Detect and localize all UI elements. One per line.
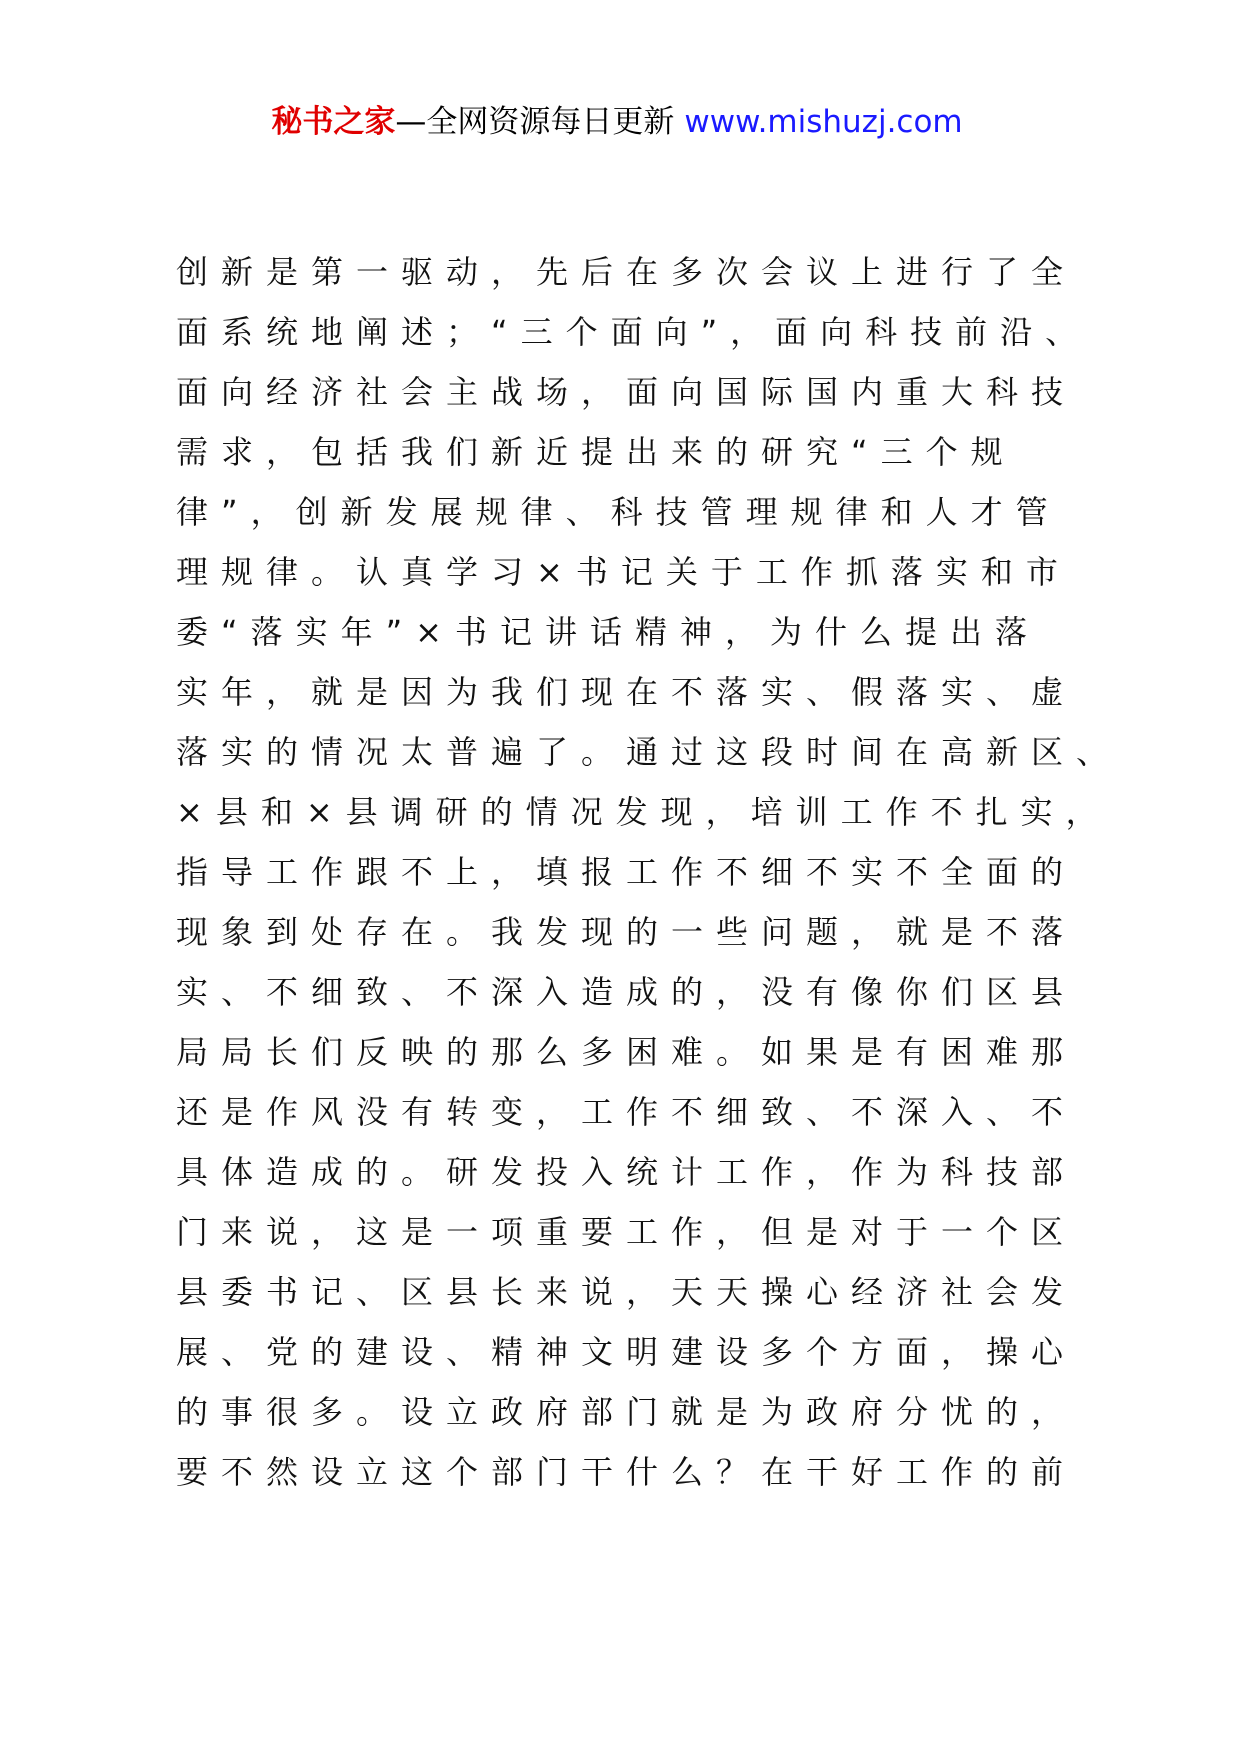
text-line: 面向经济社会主战场，面向国际国内重大科技 (176, 373, 1077, 411)
text-line: 委“落实年”×书记讲话精神，为什么提出落 (176, 613, 1040, 651)
text-line: 还是作风没有转变，工作不细致、不深入、不 (176, 1093, 1077, 1131)
text-line: 现象到处存在。我发现的一些问题，就是不落 (176, 913, 1077, 951)
text-line: 指导工作跟不上，填报工作不细不实不全面的 (176, 853, 1077, 891)
text-line: 的事很多。设立政府部门就是为政府分忧的， (176, 1393, 1077, 1431)
page-header (0, 100, 1234, 144)
brand-name: 秘书之家 (271, 104, 396, 140)
text-line: 展、党的建设、精神文明建设多个方面，操心 (176, 1333, 1077, 1371)
text-line: 局局长们反映的那么多困难。如果是有困难那 (176, 1033, 1077, 1071)
text-line: 落实的情况太普遍了。通过这段时间在高新区、 (176, 733, 1122, 771)
text-line: 县委书记、区县长来说，天天操心经济社会发 (176, 1273, 1077, 1311)
text-line: 创新是第一驱动，先后在多次会议上进行了全 (176, 253, 1077, 291)
text-line: 具体造成的。研发投入统计工作，作为科技部 (176, 1153, 1077, 1191)
text-line: 需求，包括我们新近提出来的研究“三个规 (176, 433, 1016, 471)
text-line: 要不然设立这个部门干什么？在干好工作的前 (176, 1453, 1077, 1491)
text-line: 门来说，这是一项重要工作，但是对于一个区 (176, 1213, 1077, 1251)
text-line: 实、不细致、不深入造成的，没有像你们区县 (176, 973, 1077, 1011)
text-line: ×县和×县调研的情况发现，培训工作不扎实， (176, 793, 1111, 831)
text-line: 律”，创新发展规律、科技管理规律和人才管 (176, 493, 1061, 531)
text-line: 面系统地阐述；“三个面向”，面向科技前沿、 (176, 313, 1091, 351)
header-tagline: —全网资源每日更新 (395, 104, 675, 140)
body-text (176, 242, 1122, 1502)
text-line: 实年，就是因为我们现在不落实、假落实、虚 (176, 673, 1077, 711)
text-line: 理规律。认真学习×书记关于工作抓落实和市 (176, 553, 1071, 591)
site-url-link[interactable]: www.mishuzj.com (684, 104, 963, 140)
